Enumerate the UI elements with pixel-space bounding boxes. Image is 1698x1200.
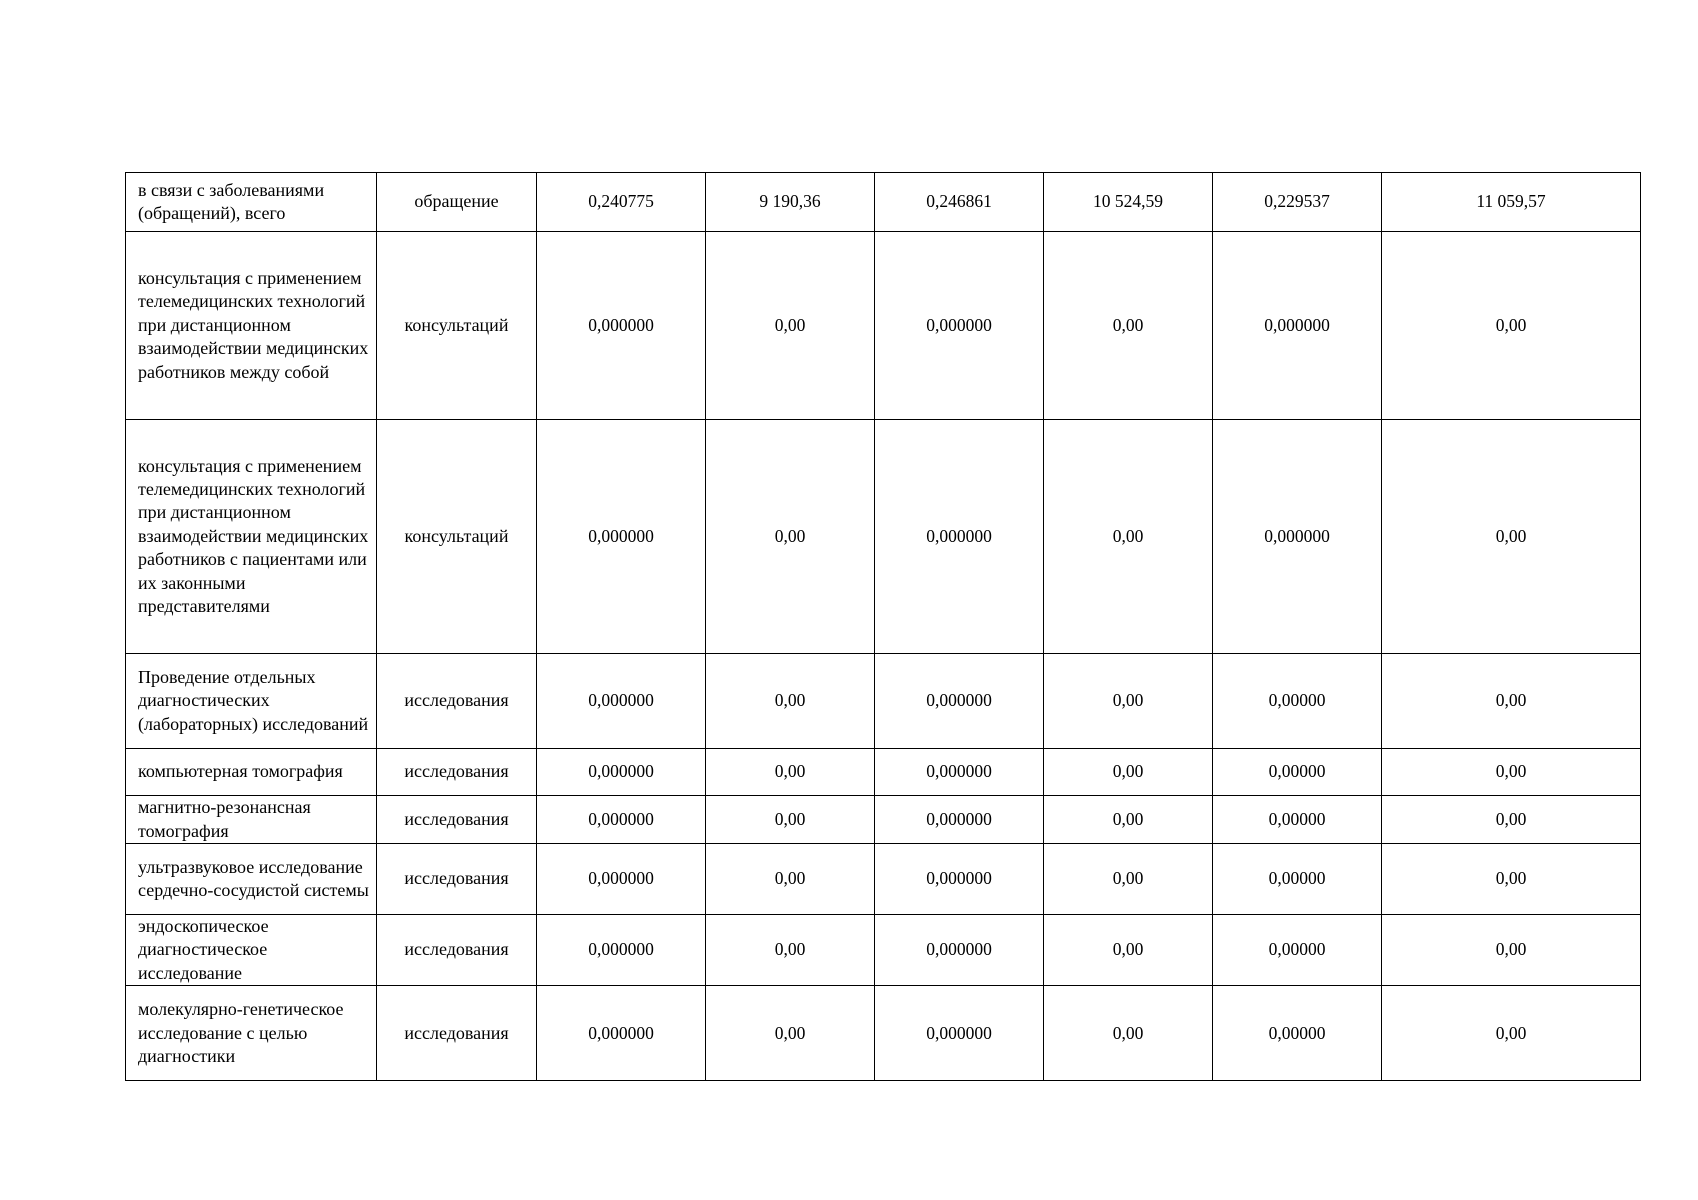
- value-cell: 0,000000: [537, 796, 706, 844]
- value-cell: 0,00000: [1213, 915, 1382, 986]
- value-cell: 0,000000: [537, 749, 706, 796]
- row-unit-cell: исследования: [377, 749, 537, 796]
- value-cell: 9 190,36: [706, 173, 875, 232]
- table-row: [126, 420, 1641, 654]
- table-row: [126, 749, 1641, 796]
- value-cell: 0,00: [706, 986, 875, 1081]
- value-cell: 0,00: [706, 844, 875, 915]
- value-cell: 0,00: [1382, 232, 1641, 420]
- row-name-cell: в связи с заболеваниями (обращений), всего: [126, 173, 377, 232]
- table-row: [126, 915, 1641, 986]
- value-cell: 0,000000: [537, 654, 706, 749]
- value-cell: 0,00: [1382, 915, 1641, 986]
- value-cell: 11 059,57: [1382, 173, 1641, 232]
- row-name-cell: молекулярно-генетическое исследование с целью диагностики: [126, 986, 377, 1081]
- value-cell: 0,000000: [875, 796, 1044, 844]
- row-name-cell: ультразвуковое исследование сердечно-сосудистой системы: [126, 844, 377, 915]
- value-cell: 0,00: [1382, 420, 1641, 654]
- table-row: [126, 796, 1641, 844]
- row-unit-cell: обращение: [377, 173, 537, 232]
- row-name-cell: эндоскопическое диагностическое исследование: [126, 915, 377, 986]
- row-unit-cell: исследования: [377, 844, 537, 915]
- row-unit-cell: исследования: [377, 986, 537, 1081]
- value-cell: 0,00: [1044, 796, 1213, 844]
- value-cell: 0,00: [1044, 986, 1213, 1081]
- data-table: [125, 172, 1641, 1081]
- value-cell: 0,00: [1044, 915, 1213, 986]
- value-cell: 0,000000: [1213, 420, 1382, 654]
- value-cell: 0,246861: [875, 173, 1044, 232]
- value-cell: 0,00: [706, 796, 875, 844]
- value-cell: 0,00: [706, 915, 875, 986]
- row-name-cell: Проведение отдельных диагностических (лабораторных) исследований: [126, 654, 377, 749]
- value-cell: 0,000000: [875, 844, 1044, 915]
- value-cell: 10 524,59: [1044, 173, 1213, 232]
- row-unit-cell: исследования: [377, 796, 537, 844]
- row-name-cell: компьютерная томография: [126, 749, 377, 796]
- value-cell: 0,000000: [537, 986, 706, 1081]
- value-cell: 0,00000: [1213, 796, 1382, 844]
- value-cell: 0,240775: [537, 173, 706, 232]
- value-cell: 0,000000: [537, 232, 706, 420]
- row-unit-cell: консультаций: [377, 420, 537, 654]
- value-cell: 0,000000: [875, 749, 1044, 796]
- value-cell: 0,000000: [875, 420, 1044, 654]
- value-cell: 0,000000: [537, 420, 706, 654]
- row-name-cell: консультация с применением телемедицинских технологий при дистанционном взаимодействии медицинских работников между собой: [126, 232, 377, 420]
- value-cell: 0,229537: [1213, 173, 1382, 232]
- value-cell: 0,000000: [875, 232, 1044, 420]
- value-cell: 0,00000: [1213, 654, 1382, 749]
- row-unit-cell: исследования: [377, 654, 537, 749]
- value-cell: 0,000000: [1213, 232, 1382, 420]
- value-cell: 0,000000: [875, 986, 1044, 1081]
- table-row: [126, 844, 1641, 915]
- value-cell: 0,00000: [1213, 844, 1382, 915]
- value-cell: 0,000000: [537, 915, 706, 986]
- value-cell: 0,00: [1382, 844, 1641, 915]
- value-cell: 0,00: [1044, 749, 1213, 796]
- value-cell: 0,00: [1382, 749, 1641, 796]
- value-cell: 0,00: [706, 420, 875, 654]
- value-cell: 0,000000: [875, 915, 1044, 986]
- row-name-cell: консультация с применением телемедицинских технологий при дистанционном взаимодействии медицинских работников с пациентами или их законными представителями: [126, 420, 377, 654]
- value-cell: 0,00: [706, 749, 875, 796]
- value-cell: 0,00000: [1213, 749, 1382, 796]
- row-unit-cell: консультаций: [377, 232, 537, 420]
- table-row: [126, 232, 1641, 420]
- value-cell: 0,00000: [1213, 986, 1382, 1081]
- value-cell: 0,00: [706, 654, 875, 749]
- value-cell: 0,00: [1382, 796, 1641, 844]
- value-cell: 0,00: [1382, 654, 1641, 749]
- row-unit-cell: исследования: [377, 915, 537, 986]
- table-row: [126, 986, 1641, 1081]
- value-cell: 0,000000: [875, 654, 1044, 749]
- value-cell: 0,000000: [537, 844, 706, 915]
- value-cell: 0,00: [1044, 654, 1213, 749]
- table-row: [126, 654, 1641, 749]
- value-cell: 0,00: [1044, 420, 1213, 654]
- value-cell: 0,00: [1382, 986, 1641, 1081]
- value-cell: 0,00: [1044, 232, 1213, 420]
- value-cell: 0,00: [706, 232, 875, 420]
- row-name-cell: магнитно-резонансная томография: [126, 796, 377, 844]
- table-row: [126, 173, 1641, 232]
- value-cell: 0,00: [1044, 844, 1213, 915]
